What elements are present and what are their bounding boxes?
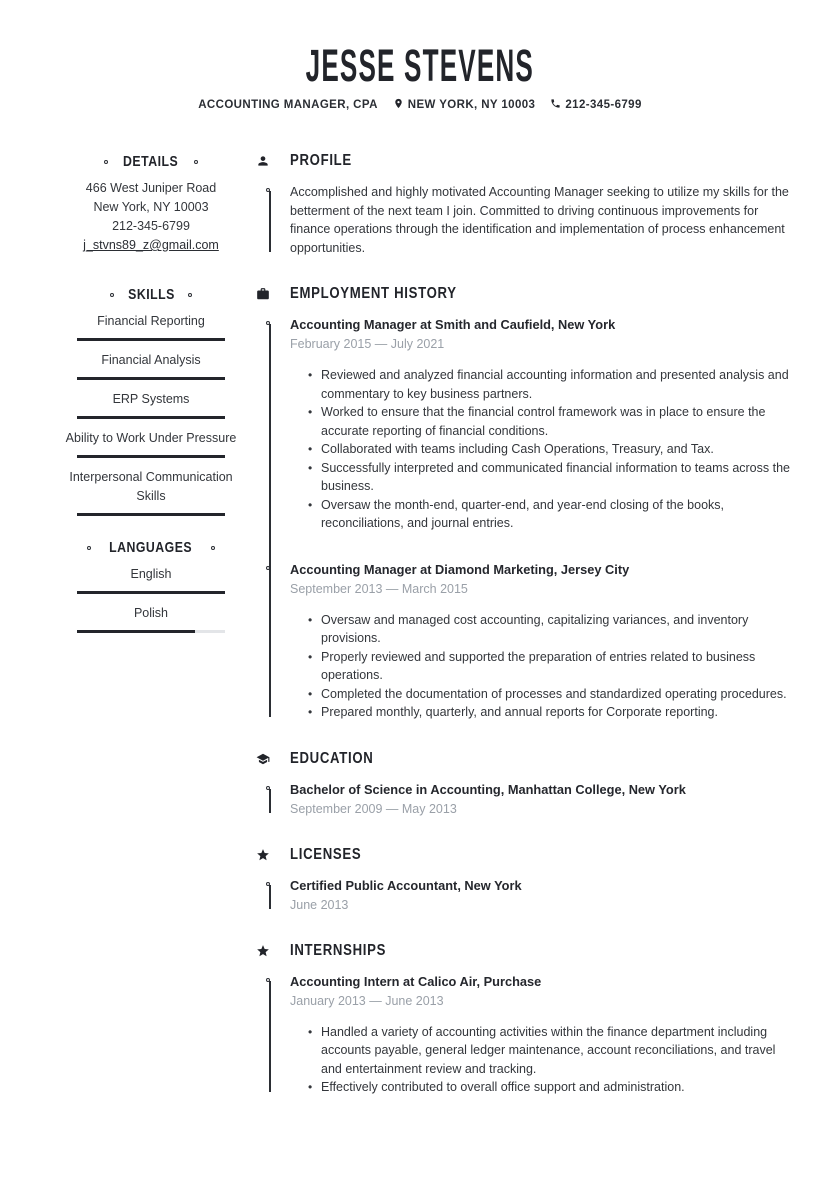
details-section (58, 152, 244, 255)
star-icon (256, 944, 290, 958)
skill-label: ERP Systems (112, 392, 190, 406)
skills-heading (58, 285, 244, 304)
language-level-fill (77, 630, 195, 633)
entry-title: Certified Public Accountant, New York (290, 877, 522, 893)
timeline-line (269, 324, 271, 717)
entry-dates: September 2009 — May 2013 (290, 801, 457, 816)
ring-icon (104, 160, 108, 164)
details-heading-text: DETAILS (123, 153, 179, 170)
languages-section (58, 538, 244, 633)
candidate-name: JESSE STEVENS (305, 40, 535, 91)
ring-icon (87, 546, 91, 550)
licenses-entries (290, 877, 796, 914)
education-section (256, 750, 796, 818)
entry-title: Accounting Manager at Smith and Caufield, New York (290, 317, 616, 332)
detail-phone: 212-345-6799 (112, 219, 190, 233)
timeline-rail (256, 973, 290, 1097)
job-title-text: ACCOUNTING MANAGER, CPA (198, 99, 378, 111)
skill-level-bar (77, 513, 225, 516)
ring-icon (194, 160, 198, 164)
bullet-item: • Oversaw the month-end, quarter-end, and year-end closing of the books, reconciliations, and journal entries. (321, 496, 796, 533)
phone-icon (550, 98, 561, 112)
employment-entries (290, 316, 796, 722)
timeline-line (269, 981, 271, 1092)
language-level-bar (77, 591, 225, 594)
bullet-item: • Oversaw and managed cost accounting, capitalizing variances, and inventory provisions. (321, 611, 796, 648)
entry-dates: September 2013 — March 2015 (290, 581, 468, 596)
entry-title: Accounting Intern at Calico Air, Purchase (290, 973, 542, 989)
location-text: NEW YORK, NY 10003 (407, 99, 536, 111)
skills-heading-text: SKILLS (127, 286, 175, 303)
location-pin-icon (393, 98, 404, 112)
language-level-bar (77, 630, 225, 633)
job-title (198, 99, 378, 111)
profile-entry (290, 183, 796, 257)
ring-icon (110, 293, 114, 297)
skill-level-bar (77, 338, 225, 341)
languages-list (58, 565, 244, 633)
licenses-section (256, 846, 796, 914)
bullet-item: • Collaborated with teams including Cash Operations, Treasury, and Tax. (321, 440, 796, 459)
bullet-item: • Reviewed and analyzed financial accounting information and presented analysis and commentary to key business partners. (321, 366, 796, 403)
graduation-cap-icon (256, 752, 290, 766)
timeline-dot-icon (266, 566, 270, 570)
education-section-head (256, 750, 796, 768)
timeline-rail (256, 316, 290, 722)
timeline-line (269, 191, 271, 252)
ring-icon (188, 293, 192, 297)
education-entry (290, 781, 796, 818)
license-entry (290, 877, 796, 914)
skill-level-fill (77, 377, 225, 380)
entry-title: Accounting Manager at Diamond Marketing, Jersey City (290, 561, 630, 577)
email-link[interactable]: j_stvns89_z@gmail.com (83, 238, 219, 252)
skills-list (58, 312, 244, 516)
skill-item (58, 429, 244, 458)
employment-entry (290, 316, 796, 533)
skill-item (58, 390, 244, 419)
entry-dates: January 2013 — June 2013 (290, 993, 444, 1008)
timeline-dot-icon (266, 786, 270, 790)
education-entries (290, 781, 796, 818)
timeline-rail (256, 183, 290, 257)
licenses-heading: LICENSES (290, 845, 362, 863)
bullet-list (290, 1023, 796, 1097)
skill-item (58, 468, 244, 516)
language-label: Polish (133, 606, 169, 620)
bullet-item: • Effectively contributed to overall office support and administration. (321, 1078, 796, 1097)
profile-section-head (256, 152, 796, 170)
licenses-section-head (256, 846, 796, 864)
timeline-rail (256, 781, 290, 818)
sidebar (58, 152, 244, 663)
education-heading: EDUCATION (290, 749, 374, 767)
language-level-fill (77, 591, 225, 594)
skill-label: Financial Analysis (101, 353, 201, 367)
skill-level-fill (77, 513, 225, 516)
skill-label: Interpersonal Communication Skills (69, 470, 233, 503)
timeline-dot-icon (266, 882, 270, 886)
bullet-item: • Properly reviewed and supported the preparation of entries related to business operations. (321, 648, 796, 685)
header-phone (550, 98, 641, 112)
bullet-item: • Worked to ensure that the financial control framework was in place to ensure the accurate reporting of financial conditions. (321, 403, 796, 440)
timeline-dot-icon (266, 188, 270, 192)
address-line-1: 466 West Juniper Road (85, 181, 217, 195)
employment-heading: EMPLOYMENT HISTORY (290, 285, 457, 302)
briefcase-icon (256, 287, 290, 301)
language-label: English (130, 567, 172, 581)
ring-icon (211, 546, 215, 550)
resume-header (0, 0, 840, 112)
star-icon (256, 848, 290, 862)
entry-title: Bachelor of Science in Accounting, Manhattan College, New York (290, 781, 686, 797)
skills-section (58, 285, 244, 516)
header-tagline (0, 98, 840, 112)
bullet-list (290, 611, 796, 722)
timeline-dot-icon (266, 978, 270, 982)
entry-dates: February 2015 — July 2021 (290, 337, 445, 351)
details-heading (58, 152, 244, 171)
skill-level-fill (77, 338, 225, 341)
skill-level-bar (77, 377, 225, 380)
person-icon (256, 154, 290, 168)
main-column (256, 152, 796, 1125)
timeline-line (269, 885, 271, 909)
bullet-item: • Prepared monthly, quarterly, and annual reports for Corporate reporting. (321, 703, 796, 722)
internships-heading: INTERNSHIPS (290, 941, 387, 959)
internship-entry (290, 973, 796, 1097)
internships-section-head (256, 942, 796, 960)
entry-dates: June 2013 (290, 897, 349, 912)
timeline-rail (256, 877, 290, 914)
bullet-item: • Completed the documentation of processes and standardized operating procedures. (321, 685, 796, 704)
internships-section (256, 942, 796, 1097)
bullet-list (290, 366, 796, 533)
skill-item (58, 351, 244, 380)
bullet-item: • Handled a variety of accounting activities within the finance department including accounts payable, general ledger maintenance, account reconciliations, and travel and entertainment review and tracking. (321, 1023, 796, 1079)
address-line-2: New York, NY 10003 (93, 200, 209, 214)
profile-text: Accomplished and highly motivated Accounting Manager seeking to utilize my skills for the betterment of the next team I join. Committed to driving continuous improvements for finance operations through the identification and implementation of process enhancement opportunities. (290, 185, 789, 255)
phone-text: 212-345-6799 (565, 99, 642, 111)
timeline-line (269, 789, 271, 813)
profile-heading: PROFILE (290, 152, 352, 169)
skill-label: Financial Reporting (97, 314, 205, 328)
employment-entry (290, 561, 796, 722)
header-location (393, 98, 536, 112)
languages-heading (58, 538, 244, 557)
timeline-dot-icon (266, 321, 270, 325)
language-item (58, 604, 244, 633)
languages-heading-text: LANGUAGES (109, 539, 193, 556)
skill-level-bar (77, 455, 225, 458)
internship-entries (290, 973, 796, 1097)
skill-level-fill (77, 455, 225, 458)
skill-label: Ability to Work Under Pressure (65, 431, 237, 445)
profile-section (256, 152, 796, 257)
skill-level-bar (77, 416, 225, 419)
language-item (58, 565, 244, 594)
employment-section (256, 285, 796, 722)
skill-item (58, 312, 244, 341)
employment-section-head (256, 285, 796, 303)
bullet-item: • Successfully interpreted and communicated financial information to teams across the business. (321, 459, 796, 496)
skill-level-fill (77, 416, 225, 419)
